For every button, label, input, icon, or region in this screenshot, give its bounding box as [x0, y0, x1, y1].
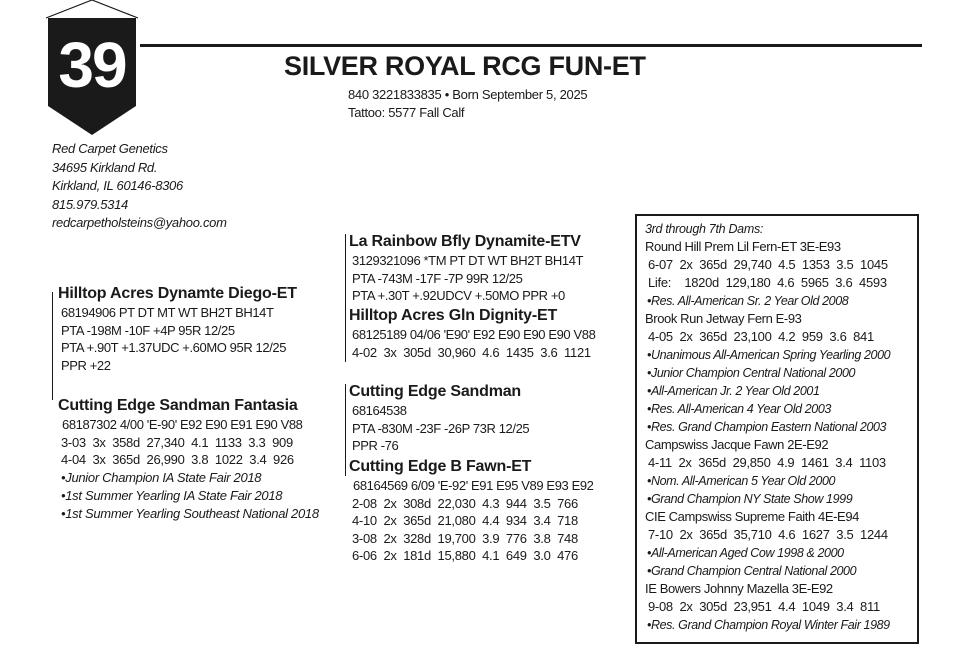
dam-5-award: •Grand Champion NY State Show 1999 — [647, 492, 853, 506]
dam-sire-ppr: PPR -76 — [352, 438, 399, 454]
dam-name: Cutting Edge Sandman Fantasia — [58, 397, 298, 414]
breeder-email: redcarpetholsteins@yahoo.com — [52, 215, 227, 231]
dam-7-record: 9-08 2x 305d 23,951 4.4 1049 3.4 811 — [648, 599, 880, 614]
dam-block — [58, 396, 319, 523]
extended-dams-heading: 3rd through 7th Dams: — [645, 222, 764, 236]
pedigree-line-dam — [345, 384, 346, 476]
sire-pta-type: PTA +.90T +1.37UDC +.60MO 95R 12/25 — [61, 340, 287, 356]
dam-6-award: •All-American Aged Cow 1998 & 2000 — [647, 546, 844, 560]
dam-6-name: CIE Campswiss Supreme Faith 4E-E94 — [645, 509, 859, 524]
dam-dam-record: 4-10 2x 365d 21,080 4.4 934 3.4 718 — [352, 513, 578, 529]
header-rule — [140, 44, 922, 47]
dam-3-name: Round Hill Prem Lil Fern-ET 3E-E93 — [645, 239, 841, 254]
sire-sire-block — [349, 232, 583, 305]
dam-5-name: Campswiss Jacque Fawn 2E-E92 — [645, 437, 829, 452]
dam-record: 4-04 3x 365d 26,990 3.8 1022 3.4 926 — [61, 452, 294, 468]
dam-4-record: 4-05 2x 365d 23,100 4.2 959 3.6 841 — [648, 329, 874, 344]
dam-6-record: 7-10 2x 365d 35,710 4.6 1627 3.5 1244 — [648, 527, 888, 542]
dam-sire-block — [349, 382, 529, 455]
lot-number: 39 — [58, 29, 126, 101]
sire-sire-name: La Rainbow Bfly Dynamite-ETV — [349, 233, 581, 250]
dam-dam-name: Cutting Edge B Fawn-ET — [349, 458, 532, 475]
dam-sire-registration: 68164538 — [352, 403, 407, 418]
dam-3-record: 6-07 2x 365d 29,740 4.5 1353 3.5 1045 — [648, 257, 888, 272]
sire-sire-registration: 3129321096 *TM PT DT WT BH2T BH14T — [352, 253, 584, 268]
dam-award: •1st Summer Yearling IA State Fair 2018 — [61, 487, 283, 503]
dam-registration: 68187302 4/00 'E-90' E92 E90 E91 E90 V88 — [62, 417, 303, 432]
animal-name: SILVER ROYAL RCG FUN-ET — [284, 51, 646, 81]
dam-record: 3-03 3x 358d 27,340 4.1 1133 3.3 909 — [61, 434, 293, 450]
dam-sire-pta: PTA -830M -23F -26P 73R 12/25 — [352, 420, 530, 436]
dam-5-record: 4-11 2x 365d 29,850 4.9 1461 3.4 1103 — [648, 455, 886, 470]
extended-dams-list — [645, 220, 890, 634]
sire-dam-record: 4-02 3x 305d 30,960 4.6 1435 3.6 1121 — [352, 344, 591, 360]
dam-3-award: •Res. All-American Sr. 2 Year Old 2008 — [647, 294, 849, 308]
dam-4-award: •All-American Jr. 2 Year Old 2001 — [647, 384, 820, 398]
dam-award: •Junior Champion IA State Fair 2018 — [61, 469, 262, 485]
breeder-name: Red Carpet Genetics — [52, 141, 168, 156]
dam-award: •1st Summer Yearling Southeast National 2018 — [61, 505, 319, 521]
dam-4-award: •Res. Grand Champion Eastern National 2003 — [647, 420, 887, 434]
dam-6-award: •Grand Champion Central National 2000 — [647, 564, 857, 578]
dam-4-award: •Unanimous All-American Spring Yearling 2000 — [647, 348, 891, 362]
breeder-city: Kirkland, IL 60146-8306 — [52, 178, 183, 194]
dam-4-award: •Res. All-American 4 Year Old 2003 — [647, 402, 831, 416]
sire-sire-pta-production: PTA -743M -17F -7P 99R 12/25 — [352, 270, 523, 286]
dam-7-name: IE Bowers Johnny Mazella 3E-E92 — [645, 581, 833, 596]
registration-birth-line: 840 3221833835 • Born September 5, 2025 — [348, 87, 588, 102]
sire-dam-block — [349, 306, 595, 361]
sire-dam-registration: 68125189 04/06 'E90' E92 E90 E90 E90 V88 — [352, 327, 596, 342]
sire-registration: 68194906 PT DT MT WT BH2T BH14T — [61, 305, 274, 320]
dam-dam-block — [349, 457, 594, 565]
sire-ppr: PPR +22 — [61, 357, 111, 373]
breeder-address — [52, 140, 227, 233]
breeder-phone: 815.979.5314 — [52, 196, 128, 212]
tattoo-line: Tattoo: 5577 Fall Calf — [348, 105, 465, 120]
sire-block — [58, 284, 297, 374]
pedigree-line-left — [52, 292, 53, 400]
sire-dam-name: Hilltop Acres Gln Dignity-ET — [349, 307, 558, 324]
sire-sire-pta-type: PTA +.30T +.92UDCV +.50MO PPR +0 — [352, 288, 565, 304]
dam-dam-record: 3-08 2x 328d 19,700 3.9 776 3.8 748 — [352, 530, 578, 546]
dam-dam-record: 2-08 2x 308d 22,030 4.3 944 3.5 766 — [352, 495, 578, 511]
dam-7-award: •Res. Grand Champion Royal Winter Fair 1989 — [647, 618, 890, 632]
dam-4-name: Brook Run Jetway Fern E-93 — [645, 311, 802, 326]
dam-dam-record: 6-06 2x 181d 15,880 4.1 649 3.0 476 — [352, 548, 578, 564]
dam-3-lifetime: Life: 1820d 129,180 4.6 5965 3.6 4593 — [648, 275, 887, 290]
dam-dam-registration: 68164569 6/09 'E-92' E91 E95 V89 E93 E92 — [353, 478, 594, 493]
sire-name: Hilltop Acres Dynamte Diego-ET — [58, 285, 297, 302]
breeder-street: 34695 Kirkland Rd. — [52, 159, 158, 175]
dam-sire-name: Cutting Edge Sandman — [349, 383, 522, 400]
pedigree-line-sire — [345, 234, 346, 362]
dam-4-award: •Junior Champion Central National 2000 — [647, 366, 856, 380]
sire-pta-production: PTA -198M -10F +4P 95R 12/25 — [61, 322, 235, 338]
dam-5-award: •Nom. All-American 5 Year Old 2000 — [647, 474, 836, 488]
